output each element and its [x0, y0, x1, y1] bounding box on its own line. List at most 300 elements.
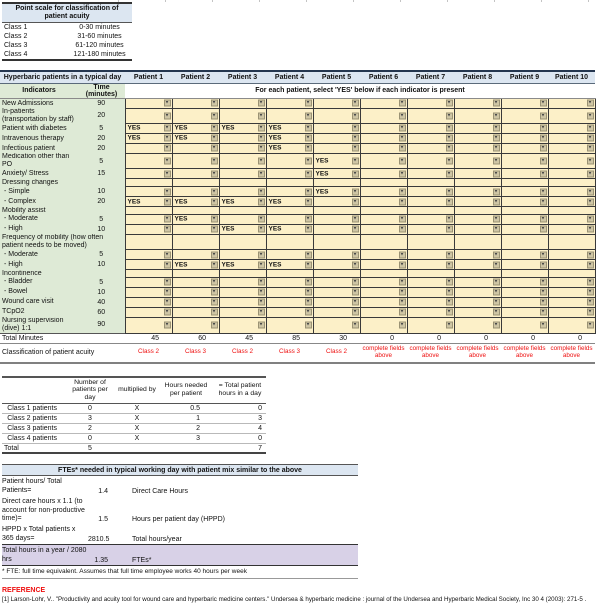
indicator-cell-patient-9[interactable]: [501, 317, 548, 333]
indicator-cell-patient-3[interactable]: [219, 277, 266, 287]
indicator-cell-patient-6[interactable]: [360, 123, 407, 133]
dropdown-arrow-icon[interactable]: ▾: [540, 145, 547, 152]
dropdown-arrow-icon[interactable]: ▾: [352, 145, 359, 152]
dropdown-arrow-icon[interactable]: ▾: [164, 251, 171, 258]
dropdown-arrow-icon[interactable]: ▾: [258, 170, 265, 177]
dropdown-arrow-icon[interactable]: ▾: [164, 125, 171, 132]
dropdown-arrow-icon[interactable]: ▾: [305, 279, 312, 286]
indicator-cell-patient-3[interactable]: [219, 108, 266, 123]
dropdown-arrow-icon[interactable]: ▾: [164, 198, 171, 205]
dropdown-arrow-icon[interactable]: ▾: [352, 198, 359, 205]
indicator-cell-patient-10[interactable]: [548, 317, 595, 333]
indicator-cell-patient-8[interactable]: [454, 197, 501, 207]
indicator-cell-patient-9[interactable]: [501, 143, 548, 153]
indicator-cell-patient-8[interactable]: [454, 108, 501, 123]
indicator-cell-patient-7[interactable]: [407, 317, 454, 333]
dropdown-arrow-icon[interactable]: ▾: [211, 100, 218, 107]
dropdown-arrow-icon[interactable]: ▾: [399, 289, 406, 296]
dropdown-arrow-icon[interactable]: ▾: [587, 112, 594, 119]
dropdown-arrow-icon[interactable]: ▾: [587, 188, 594, 195]
indicator-cell-patient-5[interactable]: [313, 133, 360, 143]
dropdown-arrow-icon[interactable]: ▾: [493, 299, 500, 306]
dropdown-arrow-icon[interactable]: ▾: [305, 289, 312, 296]
indicator-cell-patient-2[interactable]: [172, 98, 219, 108]
indicator-cell-patient-1[interactable]: [125, 250, 172, 260]
dropdown-arrow-icon[interactable]: ▾: [305, 216, 312, 223]
indicator-cell-patient-2[interactable]: [172, 307, 219, 317]
dropdown-arrow-icon[interactable]: ▾: [493, 279, 500, 286]
dropdown-arrow-icon[interactable]: ▾: [399, 198, 406, 205]
indicator-cell-patient-5[interactable]: [313, 250, 360, 260]
indicator-cell-patient-5[interactable]: [313, 260, 360, 270]
dropdown-arrow-icon[interactable]: ▾: [258, 145, 265, 152]
dropdown-arrow-icon[interactable]: ▾: [446, 299, 453, 306]
dropdown-arrow-icon[interactable]: ▾: [305, 261, 312, 268]
indicator-cell-patient-1[interactable]: [125, 169, 172, 179]
indicator-cell-patient-4[interactable]: [266, 214, 313, 224]
dropdown-arrow-icon[interactable]: ▾: [540, 226, 547, 233]
indicator-cell-patient-6[interactable]: [360, 143, 407, 153]
indicator-cell-patient-3[interactable]: [219, 287, 266, 297]
dropdown-arrow-icon[interactable]: ▾: [399, 188, 406, 195]
dropdown-arrow-icon[interactable]: ▾: [164, 216, 171, 223]
dropdown-arrow-icon[interactable]: ▾: [399, 135, 406, 142]
dropdown-arrow-icon[interactable]: ▾: [211, 261, 218, 268]
indicator-cell-patient-10[interactable]: [548, 277, 595, 287]
dropdown-arrow-icon[interactable]: ▾: [258, 261, 265, 268]
indicator-cell-patient-2[interactable]: [172, 260, 219, 270]
dropdown-arrow-icon[interactable]: ▾: [493, 226, 500, 233]
dropdown-arrow-icon[interactable]: ▾: [587, 135, 594, 142]
dropdown-arrow-icon[interactable]: ▾: [493, 216, 500, 223]
dropdown-arrow-icon[interactable]: ▾: [446, 112, 453, 119]
indicator-cell-patient-9[interactable]: [501, 224, 548, 234]
indicator-cell-patient-7[interactable]: [407, 260, 454, 270]
dropdown-arrow-icon[interactable]: ▾: [211, 198, 218, 205]
dropdown-arrow-icon[interactable]: ▾: [446, 309, 453, 316]
dropdown-arrow-icon[interactable]: ▾: [164, 279, 171, 286]
indicator-cell-patient-5[interactable]: [313, 169, 360, 179]
indicator-cell-patient-4[interactable]: [266, 277, 313, 287]
indicator-cell-patient-6[interactable]: [360, 108, 407, 123]
dropdown-arrow-icon[interactable]: ▾: [305, 322, 312, 329]
dropdown-arrow-icon[interactable]: ▾: [258, 112, 265, 119]
dropdown-arrow-icon[interactable]: ▾: [305, 158, 312, 165]
dropdown-arrow-icon[interactable]: ▾: [211, 226, 218, 233]
indicator-cell-patient-1[interactable]: [125, 277, 172, 287]
dropdown-arrow-icon[interactable]: ▾: [540, 135, 547, 142]
dropdown-arrow-icon[interactable]: ▾: [258, 125, 265, 132]
dropdown-arrow-icon[interactable]: ▾: [211, 309, 218, 316]
dropdown-arrow-icon[interactable]: ▾: [352, 112, 359, 119]
indicator-cell-patient-2[interactable]: [172, 169, 219, 179]
indicator-cell-patient-9[interactable]: [501, 133, 548, 143]
indicator-cell-patient-4[interactable]: [266, 260, 313, 270]
dropdown-arrow-icon[interactable]: ▾: [352, 188, 359, 195]
indicator-cell-patient-6[interactable]: [360, 98, 407, 108]
dropdown-arrow-icon[interactable]: ▾: [399, 226, 406, 233]
dropdown-arrow-icon[interactable]: ▾: [305, 145, 312, 152]
indicator-cell-patient-7[interactable]: [407, 153, 454, 168]
indicator-cell-patient-9[interactable]: [501, 307, 548, 317]
dropdown-arrow-icon[interactable]: ▾: [164, 289, 171, 296]
dropdown-arrow-icon[interactable]: ▾: [493, 198, 500, 205]
dropdown-arrow-icon[interactable]: ▾: [352, 158, 359, 165]
indicator-cell-patient-3[interactable]: [219, 214, 266, 224]
indicator-cell-patient-5[interactable]: [313, 214, 360, 224]
indicator-cell-patient-8[interactable]: [454, 260, 501, 270]
indicator-cell-patient-7[interactable]: [407, 250, 454, 260]
dropdown-arrow-icon[interactable]: ▾: [211, 299, 218, 306]
dropdown-arrow-icon[interactable]: ▾: [164, 322, 171, 329]
indicator-cell-patient-6[interactable]: [360, 297, 407, 307]
dropdown-arrow-icon[interactable]: ▾: [587, 322, 594, 329]
dropdown-arrow-icon[interactable]: ▾: [399, 279, 406, 286]
dropdown-arrow-icon[interactable]: ▾: [587, 100, 594, 107]
dropdown-arrow-icon[interactable]: ▾: [540, 170, 547, 177]
indicator-cell-patient-10[interactable]: [548, 169, 595, 179]
indicator-cell-patient-8[interactable]: [454, 133, 501, 143]
indicator-cell-patient-3[interactable]: [219, 187, 266, 197]
indicator-cell-patient-1[interactable]: [125, 108, 172, 123]
indicator-cell-patient-4[interactable]: [266, 287, 313, 297]
dropdown-arrow-icon[interactable]: ▾: [352, 309, 359, 316]
dropdown-arrow-icon[interactable]: ▾: [211, 125, 218, 132]
dropdown-arrow-icon[interactable]: ▾: [258, 322, 265, 329]
indicator-cell-patient-9[interactable]: [501, 108, 548, 123]
indicator-cell-patient-7[interactable]: [407, 197, 454, 207]
indicator-cell-patient-3[interactable]: [219, 307, 266, 317]
dropdown-arrow-icon[interactable]: ▾: [305, 112, 312, 119]
dropdown-arrow-icon[interactable]: ▾: [305, 309, 312, 316]
dropdown-arrow-icon[interactable]: ▾: [446, 188, 453, 195]
indicator-cell-patient-3[interactable]: [219, 98, 266, 108]
indicator-cell-patient-2[interactable]: [172, 277, 219, 287]
indicator-cell-patient-4[interactable]: [266, 297, 313, 307]
indicator-cell-patient-8[interactable]: [454, 277, 501, 287]
indicator-cell-patient-5[interactable]: [313, 153, 360, 168]
indicator-cell-patient-8[interactable]: [454, 187, 501, 197]
dropdown-arrow-icon[interactable]: ▾: [211, 112, 218, 119]
indicator-cell-patient-9[interactable]: [501, 98, 548, 108]
indicator-cell-patient-1[interactable]: [125, 197, 172, 207]
dropdown-arrow-icon[interactable]: ▾: [540, 251, 547, 258]
indicator-cell-patient-9[interactable]: [501, 169, 548, 179]
indicator-cell-patient-4[interactable]: [266, 307, 313, 317]
indicator-cell-patient-1[interactable]: [125, 133, 172, 143]
indicator-cell-patient-7[interactable]: [407, 98, 454, 108]
dropdown-arrow-icon[interactable]: ▾: [399, 145, 406, 152]
indicator-cell-patient-4[interactable]: [266, 98, 313, 108]
dropdown-arrow-icon[interactable]: ▾: [540, 261, 547, 268]
dropdown-arrow-icon[interactable]: ▾: [352, 322, 359, 329]
indicator-cell-patient-5[interactable]: [313, 307, 360, 317]
indicator-cell-patient-10[interactable]: [548, 108, 595, 123]
dropdown-arrow-icon[interactable]: ▾: [493, 145, 500, 152]
indicator-cell-patient-2[interactable]: [172, 224, 219, 234]
indicator-cell-patient-2[interactable]: [172, 197, 219, 207]
indicator-cell-patient-1[interactable]: [125, 123, 172, 133]
dropdown-arrow-icon[interactable]: ▾: [352, 170, 359, 177]
indicator-cell-patient-2[interactable]: [172, 317, 219, 333]
dropdown-arrow-icon[interactable]: ▾: [305, 226, 312, 233]
dropdown-arrow-icon[interactable]: ▾: [446, 198, 453, 205]
dropdown-arrow-icon[interactable]: ▾: [211, 289, 218, 296]
indicator-cell-patient-10[interactable]: [548, 153, 595, 168]
dropdown-arrow-icon[interactable]: ▾: [258, 251, 265, 258]
dropdown-arrow-icon[interactable]: ▾: [399, 170, 406, 177]
indicator-cell-patient-10[interactable]: [548, 187, 595, 197]
dropdown-arrow-icon[interactable]: ▾: [352, 289, 359, 296]
indicator-cell-patient-8[interactable]: [454, 98, 501, 108]
dropdown-arrow-icon[interactable]: ▾: [587, 198, 594, 205]
dropdown-arrow-icon[interactable]: ▾: [587, 261, 594, 268]
indicator-cell-patient-4[interactable]: [266, 224, 313, 234]
indicator-cell-patient-1[interactable]: [125, 187, 172, 197]
indicator-cell-patient-4[interactable]: [266, 108, 313, 123]
indicator-cell-patient-1[interactable]: [125, 317, 172, 333]
dropdown-arrow-icon[interactable]: ▾: [258, 100, 265, 107]
indicator-cell-patient-7[interactable]: [407, 187, 454, 197]
dropdown-arrow-icon[interactable]: ▾: [399, 216, 406, 223]
indicator-cell-patient-6[interactable]: [360, 187, 407, 197]
dropdown-arrow-icon[interactable]: ▾: [211, 188, 218, 195]
indicator-cell-patient-10[interactable]: [548, 123, 595, 133]
dropdown-arrow-icon[interactable]: ▾: [446, 216, 453, 223]
indicator-cell-patient-6[interactable]: [360, 260, 407, 270]
indicator-cell-patient-10[interactable]: [548, 297, 595, 307]
indicator-cell-patient-10[interactable]: [548, 287, 595, 297]
indicator-cell-patient-6[interactable]: [360, 250, 407, 260]
indicator-cell-patient-5[interactable]: [313, 187, 360, 197]
indicator-cell-patient-5[interactable]: [313, 297, 360, 307]
indicator-cell-patient-10[interactable]: [548, 98, 595, 108]
dropdown-arrow-icon[interactable]: ▾: [305, 299, 312, 306]
indicator-cell-patient-3[interactable]: [219, 224, 266, 234]
indicator-cell-patient-1[interactable]: [125, 307, 172, 317]
dropdown-arrow-icon[interactable]: ▾: [164, 226, 171, 233]
dropdown-arrow-icon[interactable]: ▾: [164, 135, 171, 142]
indicator-cell-patient-10[interactable]: [548, 143, 595, 153]
dropdown-arrow-icon[interactable]: ▾: [587, 158, 594, 165]
dropdown-arrow-icon[interactable]: ▾: [446, 226, 453, 233]
indicator-cell-patient-10[interactable]: [548, 260, 595, 270]
dropdown-arrow-icon[interactable]: ▾: [540, 198, 547, 205]
dropdown-arrow-icon[interactable]: ▾: [493, 135, 500, 142]
indicator-cell-patient-8[interactable]: [454, 224, 501, 234]
dropdown-arrow-icon[interactable]: ▾: [540, 125, 547, 132]
indicator-cell-patient-7[interactable]: [407, 214, 454, 224]
indicator-cell-patient-4[interactable]: [266, 123, 313, 133]
dropdown-arrow-icon[interactable]: ▾: [399, 125, 406, 132]
dropdown-arrow-icon[interactable]: ▾: [352, 261, 359, 268]
dropdown-arrow-icon[interactable]: ▾: [540, 158, 547, 165]
indicator-cell-patient-3[interactable]: [219, 260, 266, 270]
dropdown-arrow-icon[interactable]: ▾: [587, 226, 594, 233]
dropdown-arrow-icon[interactable]: ▾: [352, 216, 359, 223]
dropdown-arrow-icon[interactable]: ▾: [493, 125, 500, 132]
indicator-cell-patient-3[interactable]: [219, 197, 266, 207]
dropdown-arrow-icon[interactable]: ▾: [305, 100, 312, 107]
dropdown-arrow-icon[interactable]: ▾: [587, 309, 594, 316]
indicator-cell-patient-4[interactable]: [266, 169, 313, 179]
indicator-cell-patient-8[interactable]: [454, 143, 501, 153]
indicator-cell-patient-9[interactable]: [501, 277, 548, 287]
dropdown-arrow-icon[interactable]: ▾: [258, 226, 265, 233]
dropdown-arrow-icon[interactable]: ▾: [446, 251, 453, 258]
indicator-cell-patient-5[interactable]: [313, 197, 360, 207]
dropdown-arrow-icon[interactable]: ▾: [493, 322, 500, 329]
dropdown-arrow-icon[interactable]: ▾: [493, 289, 500, 296]
indicator-cell-patient-8[interactable]: [454, 250, 501, 260]
dropdown-arrow-icon[interactable]: ▾: [305, 198, 312, 205]
dropdown-arrow-icon[interactable]: ▾: [446, 125, 453, 132]
indicator-cell-patient-4[interactable]: [266, 250, 313, 260]
indicator-cell-patient-5[interactable]: [313, 98, 360, 108]
indicator-cell-patient-6[interactable]: [360, 287, 407, 297]
dropdown-arrow-icon[interactable]: ▾: [164, 112, 171, 119]
indicator-cell-patient-7[interactable]: [407, 287, 454, 297]
indicator-cell-patient-3[interactable]: [219, 153, 266, 168]
dropdown-arrow-icon[interactable]: ▾: [493, 112, 500, 119]
indicator-cell-patient-4[interactable]: [266, 143, 313, 153]
indicator-cell-patient-6[interactable]: [360, 277, 407, 287]
indicator-cell-patient-2[interactable]: [172, 153, 219, 168]
indicator-cell-patient-4[interactable]: [266, 133, 313, 143]
dropdown-arrow-icon[interactable]: ▾: [587, 145, 594, 152]
indicator-cell-patient-9[interactable]: [501, 153, 548, 168]
indicator-cell-patient-3[interactable]: [219, 317, 266, 333]
dropdown-arrow-icon[interactable]: ▾: [540, 299, 547, 306]
dropdown-arrow-icon[interactable]: ▾: [399, 112, 406, 119]
dropdown-arrow-icon[interactable]: ▾: [399, 299, 406, 306]
indicator-cell-patient-5[interactable]: [313, 287, 360, 297]
dropdown-arrow-icon[interactable]: ▾: [587, 299, 594, 306]
dropdown-arrow-icon[interactable]: ▾: [164, 170, 171, 177]
indicator-cell-patient-1[interactable]: [125, 287, 172, 297]
dropdown-arrow-icon[interactable]: ▾: [587, 170, 594, 177]
indicator-cell-patient-6[interactable]: [360, 169, 407, 179]
indicator-cell-patient-9[interactable]: [501, 260, 548, 270]
dropdown-arrow-icon[interactable]: ▾: [446, 289, 453, 296]
indicator-cell-patient-1[interactable]: [125, 143, 172, 153]
indicator-cell-patient-8[interactable]: [454, 214, 501, 224]
indicator-cell-patient-3[interactable]: [219, 297, 266, 307]
indicator-cell-patient-9[interactable]: [501, 123, 548, 133]
indicator-cell-patient-10[interactable]: [548, 307, 595, 317]
indicator-cell-patient-5[interactable]: [313, 108, 360, 123]
dropdown-arrow-icon[interactable]: ▾: [258, 309, 265, 316]
dropdown-arrow-icon[interactable]: ▾: [352, 135, 359, 142]
dropdown-arrow-icon[interactable]: ▾: [587, 279, 594, 286]
dropdown-arrow-icon[interactable]: ▾: [446, 158, 453, 165]
dropdown-arrow-icon[interactable]: ▾: [211, 322, 218, 329]
dropdown-arrow-icon[interactable]: ▾: [258, 289, 265, 296]
indicator-cell-patient-7[interactable]: [407, 123, 454, 133]
dropdown-arrow-icon[interactable]: ▾: [211, 145, 218, 152]
dropdown-arrow-icon[interactable]: ▾: [540, 112, 547, 119]
dropdown-arrow-icon[interactable]: ▾: [493, 261, 500, 268]
indicator-cell-patient-6[interactable]: [360, 307, 407, 317]
indicator-cell-patient-1[interactable]: [125, 224, 172, 234]
dropdown-arrow-icon[interactable]: ▾: [258, 135, 265, 142]
dropdown-arrow-icon[interactable]: ▾: [164, 145, 171, 152]
indicator-cell-patient-3[interactable]: [219, 133, 266, 143]
dropdown-arrow-icon[interactable]: ▾: [164, 261, 171, 268]
indicator-cell-patient-8[interactable]: [454, 123, 501, 133]
indicator-cell-patient-5[interactable]: [313, 143, 360, 153]
indicator-cell-patient-7[interactable]: [407, 143, 454, 153]
dropdown-arrow-icon[interactable]: ▾: [540, 100, 547, 107]
dropdown-arrow-icon[interactable]: ▾: [540, 309, 547, 316]
dropdown-arrow-icon[interactable]: ▾: [258, 299, 265, 306]
indicator-cell-patient-4[interactable]: [266, 153, 313, 168]
indicator-cell-patient-2[interactable]: [172, 133, 219, 143]
dropdown-arrow-icon[interactable]: ▾: [352, 100, 359, 107]
dropdown-arrow-icon[interactable]: ▾: [493, 309, 500, 316]
dropdown-arrow-icon[interactable]: ▾: [352, 251, 359, 258]
indicator-cell-patient-6[interactable]: [360, 153, 407, 168]
indicator-cell-patient-10[interactable]: [548, 214, 595, 224]
indicator-cell-patient-5[interactable]: [313, 123, 360, 133]
indicator-cell-patient-2[interactable]: [172, 187, 219, 197]
dropdown-arrow-icon[interactable]: ▾: [399, 322, 406, 329]
dropdown-arrow-icon[interactable]: ▾: [305, 125, 312, 132]
dropdown-arrow-icon[interactable]: ▾: [211, 251, 218, 258]
indicator-cell-patient-8[interactable]: [454, 307, 501, 317]
indicator-cell-patient-10[interactable]: [548, 197, 595, 207]
dropdown-arrow-icon[interactable]: ▾: [587, 125, 594, 132]
dropdown-arrow-icon[interactable]: ▾: [540, 216, 547, 223]
dropdown-arrow-icon[interactable]: ▾: [305, 170, 312, 177]
dropdown-arrow-icon[interactable]: ▾: [258, 198, 265, 205]
dropdown-arrow-icon[interactable]: ▾: [587, 251, 594, 258]
indicator-cell-patient-8[interactable]: [454, 169, 501, 179]
dropdown-arrow-icon[interactable]: ▾: [493, 100, 500, 107]
indicator-cell-patient-2[interactable]: [172, 143, 219, 153]
dropdown-arrow-icon[interactable]: ▾: [352, 279, 359, 286]
indicator-cell-patient-9[interactable]: [501, 250, 548, 260]
dropdown-arrow-icon[interactable]: ▾: [211, 158, 218, 165]
dropdown-arrow-icon[interactable]: ▾: [211, 170, 218, 177]
dropdown-arrow-icon[interactable]: ▾: [399, 309, 406, 316]
dropdown-arrow-icon[interactable]: ▾: [540, 322, 547, 329]
indicator-cell-patient-7[interactable]: [407, 277, 454, 287]
indicator-cell-patient-2[interactable]: [172, 297, 219, 307]
dropdown-arrow-icon[interactable]: ▾: [258, 158, 265, 165]
indicator-cell-patient-6[interactable]: [360, 133, 407, 143]
dropdown-arrow-icon[interactable]: ▾: [587, 289, 594, 296]
dropdown-arrow-icon[interactable]: ▾: [587, 216, 594, 223]
dropdown-arrow-icon[interactable]: ▾: [446, 279, 453, 286]
dropdown-arrow-icon[interactable]: ▾: [540, 188, 547, 195]
indicator-cell-patient-1[interactable]: [125, 153, 172, 168]
indicator-cell-patient-5[interactable]: [313, 224, 360, 234]
dropdown-arrow-icon[interactable]: ▾: [258, 279, 265, 286]
indicator-cell-patient-6[interactable]: [360, 197, 407, 207]
indicator-cell-patient-9[interactable]: [501, 297, 548, 307]
dropdown-arrow-icon[interactable]: ▾: [399, 261, 406, 268]
indicator-cell-patient-9[interactable]: [501, 197, 548, 207]
dropdown-arrow-icon[interactable]: ▾: [446, 145, 453, 152]
indicator-cell-patient-3[interactable]: [219, 250, 266, 260]
indicator-cell-patient-7[interactable]: [407, 169, 454, 179]
dropdown-arrow-icon[interactable]: ▾: [305, 188, 312, 195]
dropdown-arrow-icon[interactable]: ▾: [493, 158, 500, 165]
indicator-cell-patient-9[interactable]: [501, 187, 548, 197]
dropdown-arrow-icon[interactable]: ▾: [493, 188, 500, 195]
indicator-cell-patient-6[interactable]: [360, 214, 407, 224]
